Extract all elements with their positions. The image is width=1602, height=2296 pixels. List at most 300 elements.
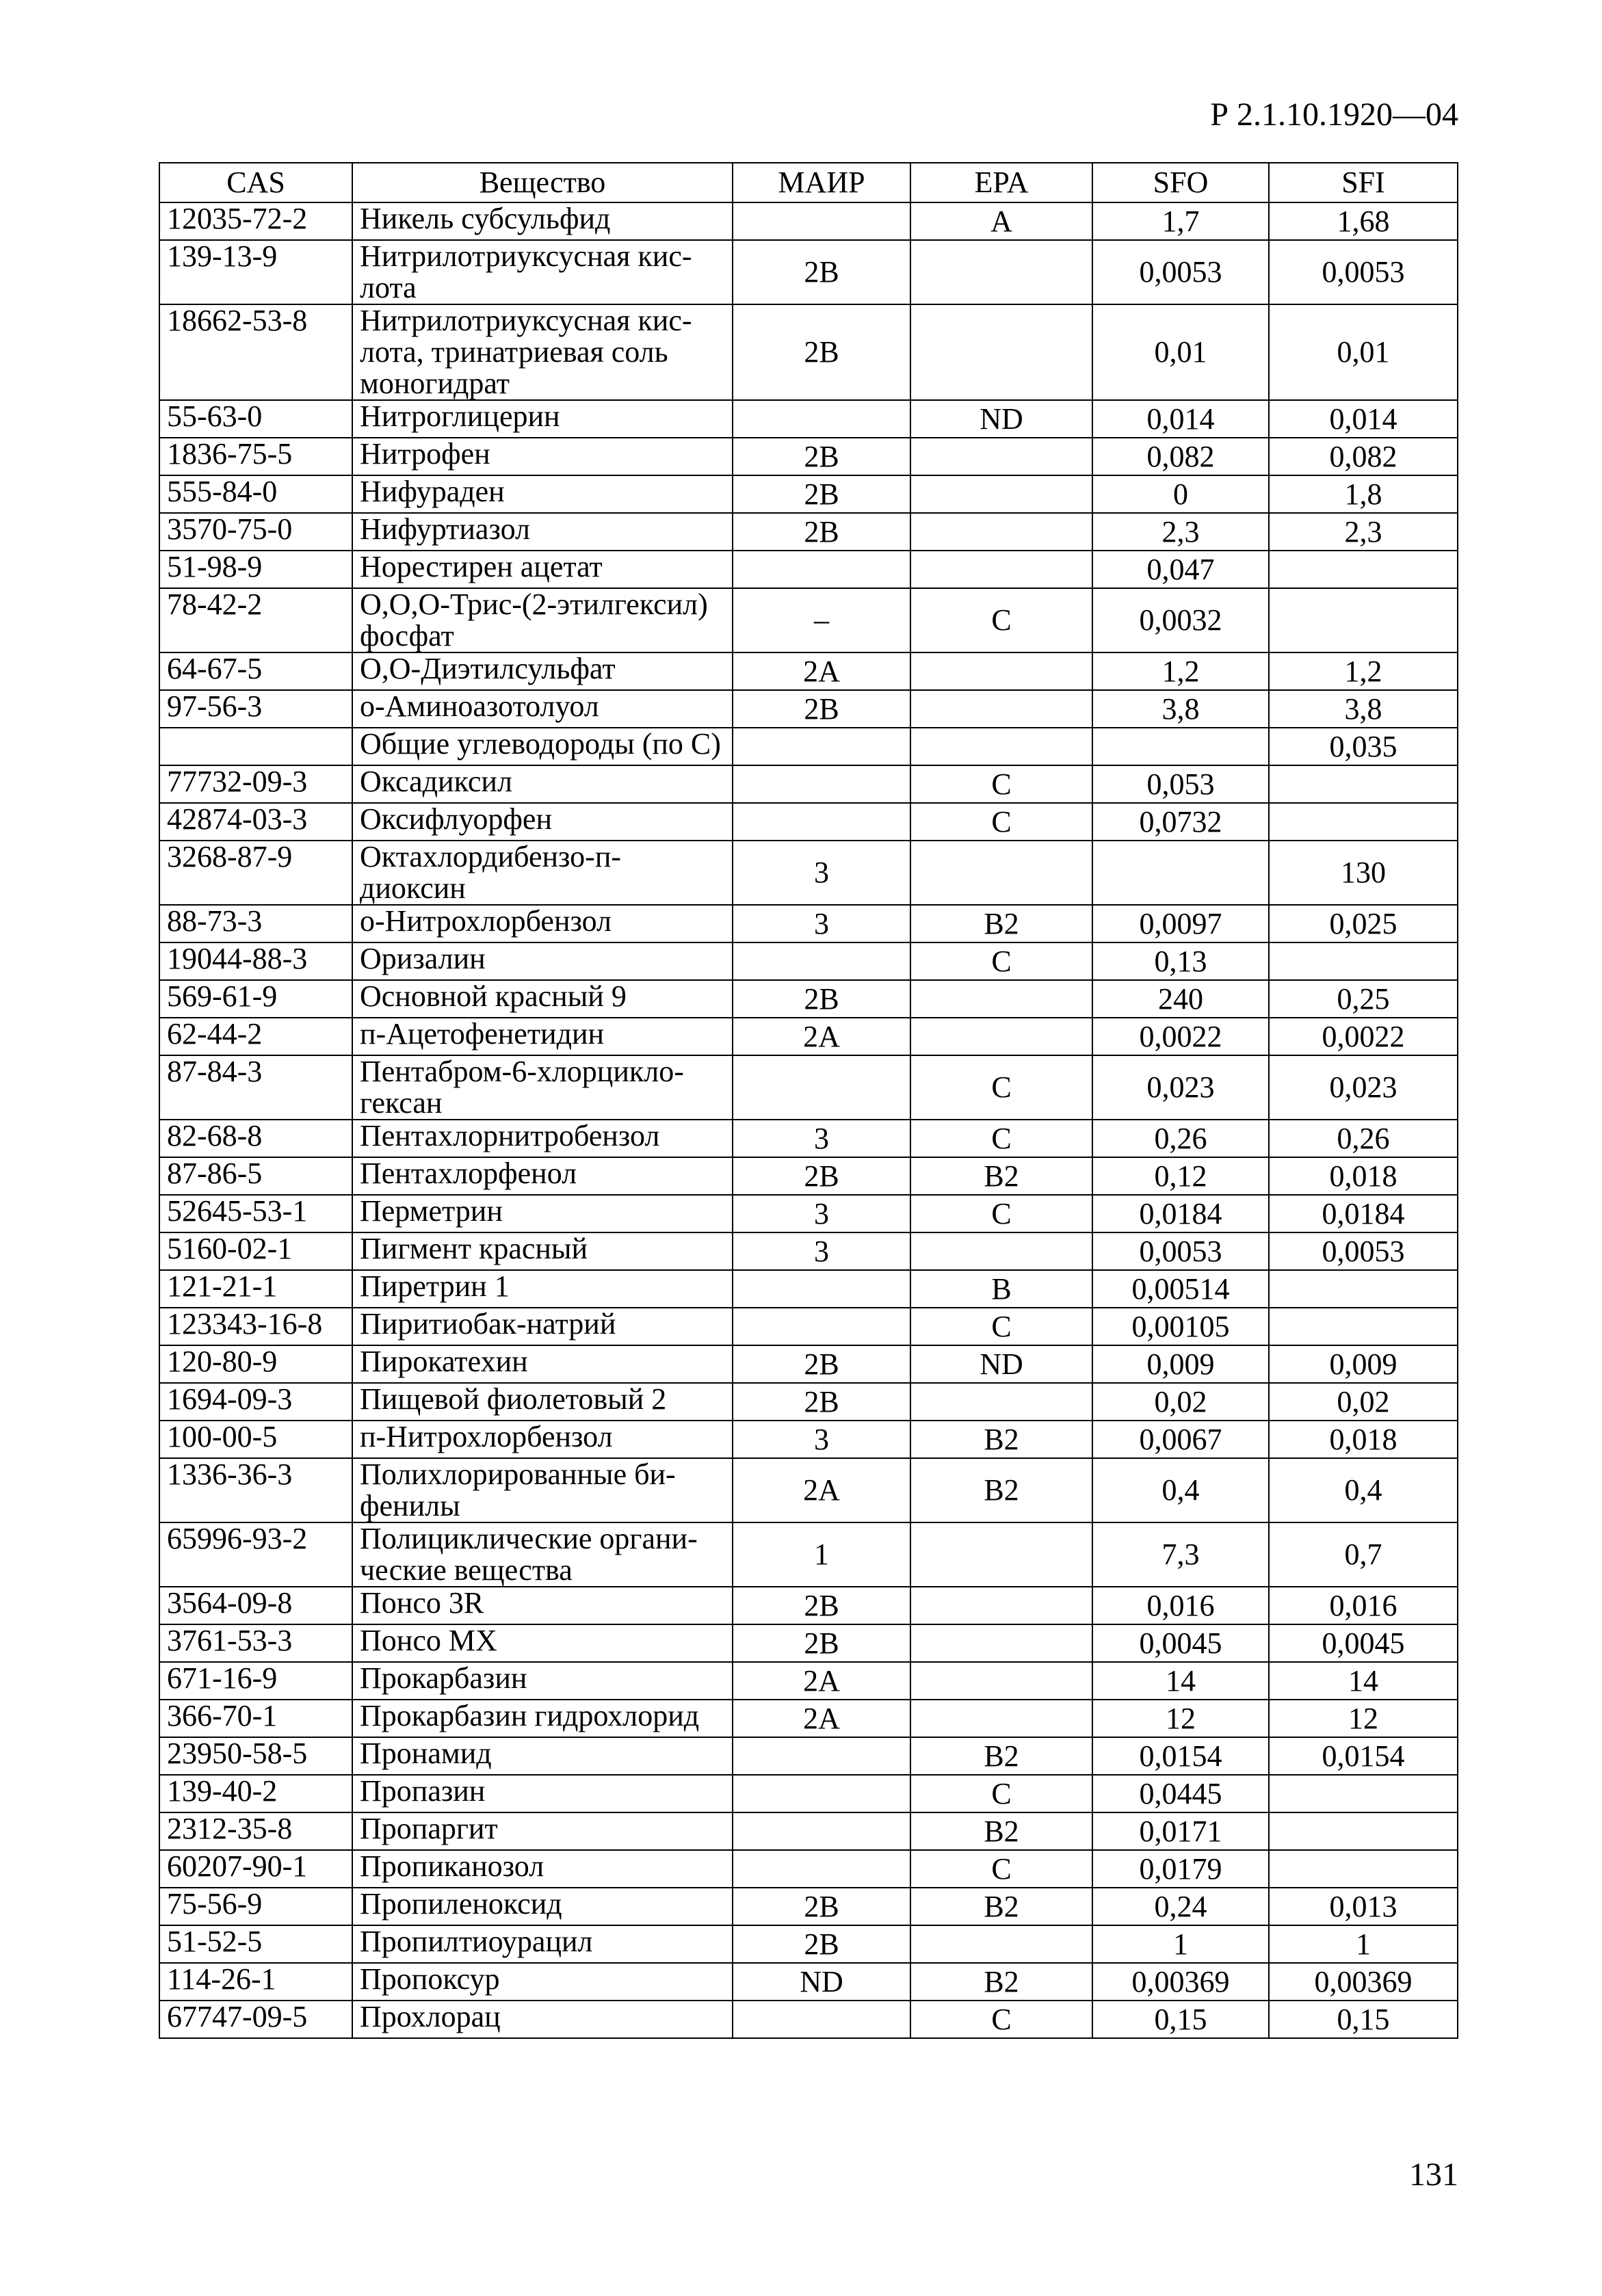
cell-cas: 87-84-3 [159,1055,352,1120]
cell-substance: Общие углеводороды (по С) [352,728,733,765]
cell-epa: C [910,1850,1092,1888]
cell-mair: 3 [733,1232,910,1270]
cell-substance: Полихлорированные би-фенилы [352,1458,733,1522]
cell-sfi: 0,018 [1269,1421,1458,1458]
table-row [159,1624,1458,1662]
table-row [159,1120,1458,1157]
cell-sfo: 0,13 [1092,942,1269,980]
cell-sfi: 0,0154 [1269,1737,1458,1775]
cell-sfi [1269,1270,1458,1308]
table-row [159,551,1458,588]
cell-mair: 2A [733,652,910,690]
cell-epa [910,1018,1092,1055]
cell-sfi [1269,942,1458,980]
table-row [159,1850,1458,1888]
cell-cas: 3761-53-3 [159,1624,352,1662]
table-row [159,438,1458,475]
table-row [159,905,1458,942]
cell-cas: 121-21-1 [159,1270,352,1308]
cell-epa [910,1624,1092,1662]
table-row [159,588,1458,652]
document-code: Р 2.1.10.1920—04 [1210,96,1458,133]
cell-sfi: 130 [1269,841,1458,905]
table-row [159,1345,1458,1383]
cell-sfo: 0,0053 [1092,240,1269,304]
cell-cas: 64-67-5 [159,652,352,690]
cell-sfo [1092,728,1269,765]
cell-substance: Пропаргит [352,1812,733,1850]
cell-cas: 19044-88-3 [159,942,352,980]
cell-mair: 2B [733,475,910,513]
table-row [159,240,1458,304]
cell-mair: 2B [733,1587,910,1624]
cell-cas: 87-86-5 [159,1157,352,1195]
cell-substance: O,O,O-Трис-(2-этилгексил) фосфат [352,588,733,652]
cell-sfo: 0,023 [1092,1055,1269,1120]
cell-epa: B2 [910,1458,1092,1522]
cell-sfi [1269,765,1458,803]
cell-mair [733,1308,910,1345]
cell-substance: Пиретрин 1 [352,1270,733,1308]
cell-mair [733,202,910,240]
cell-substance: Нифураден [352,475,733,513]
table-row [159,765,1458,803]
table-row [159,304,1458,400]
table-row [159,475,1458,513]
cell-mair: 2B [733,1624,910,1662]
cell-sfi [1269,551,1458,588]
cell-epa: ND [910,1345,1092,1383]
table-header-row [159,163,1458,202]
table-row [159,1232,1458,1270]
cell-sfi: 0,009 [1269,1345,1458,1383]
cell-sfi: 0,023 [1269,1055,1458,1120]
table-row [159,942,1458,980]
cell-epa: B2 [910,1421,1092,1458]
cell-epa [910,513,1092,551]
cell-substance: Оксадиксил [352,765,733,803]
cell-mair: 2B [733,1383,910,1421]
cell-cas: 366-70-1 [159,1700,352,1737]
cell-mair [733,2001,910,2038]
cell-substance: Понсо 3R [352,1587,733,1624]
cell-cas: 3570-75-0 [159,513,352,551]
cell-epa [910,475,1092,513]
cell-substance: Пиритиобак-натрий [352,1308,733,1345]
cell-sfo: 0,01 [1092,304,1269,400]
cell-mair [733,1775,910,1812]
cell-epa [910,1587,1092,1624]
cell-sfo: 3,8 [1092,690,1269,728]
cell-epa [910,1662,1092,1700]
cell-cas: 78-42-2 [159,588,352,652]
cell-epa: C [910,2001,1092,2038]
cell-sfo: 0,00369 [1092,1963,1269,2001]
cell-cas: 555-84-0 [159,475,352,513]
cell-sfo: 0,009 [1092,1345,1269,1383]
table-row [159,652,1458,690]
cell-substance: Пентахлорфенол [352,1157,733,1195]
cell-epa [910,980,1092,1018]
table-row [159,1963,1458,2001]
table-row [159,513,1458,551]
table-row [159,1925,1458,1963]
cell-mair: 2B [733,1345,910,1383]
cell-epa [910,438,1092,475]
cell-epa [910,240,1092,304]
cell-sfo: 12 [1092,1700,1269,1737]
cell-substance: Оризалин [352,942,733,980]
cell-sfo: 1 [1092,1925,1269,1963]
cell-mair: 2B [733,1925,910,1963]
cell-substance: Прокарбазин гидрохлорид [352,1700,733,1737]
table-row [159,841,1458,905]
cell-sfi: 0,02 [1269,1383,1458,1421]
cell-substance: Перметрин [352,1195,733,1232]
cell-sfo: 14 [1092,1662,1269,1700]
cell-substance: Полициклические органи-ческие вещества [352,1522,733,1587]
cell-substance: о-Аминоазотолуол [352,690,733,728]
cell-epa: C [910,765,1092,803]
cell-substance: Пигмент красный [352,1232,733,1270]
cell-sfo: 0,24 [1092,1888,1269,1925]
cell-epa: C [910,1055,1092,1120]
cell-sfo: 2,3 [1092,513,1269,551]
table-row [159,1421,1458,1458]
cell-substance: п-Ацетофенетидин [352,1018,733,1055]
column-header-substance: Вещество [352,163,733,202]
cell-mair [733,803,910,841]
cell-sfo: 0,0445 [1092,1775,1269,1812]
cell-sfi: 0,082 [1269,438,1458,475]
cell-substance: Октахлордибензо-п-диоксин [352,841,733,905]
cell-sfi: 1,68 [1269,202,1458,240]
cell-cas: 139-40-2 [159,1775,352,1812]
table-row [159,1308,1458,1345]
cell-sfo: 0,016 [1092,1587,1269,1624]
cell-cas: 1694-09-3 [159,1383,352,1421]
cell-epa: B2 [910,1888,1092,1925]
cell-cas: 52645-53-1 [159,1195,352,1232]
cell-epa [910,1383,1092,1421]
column-header-sfi: SFI [1269,163,1458,202]
cell-sfi: 0,01 [1269,304,1458,400]
cell-sfo: 0,0067 [1092,1421,1269,1458]
cell-substance: Прокарбазин [352,1662,733,1700]
cell-mair: 2B [733,1888,910,1925]
cell-epa: C [910,1308,1092,1345]
cell-cas: 60207-90-1 [159,1850,352,1888]
cell-sfi [1269,1850,1458,1888]
cell-substance: Пронамид [352,1737,733,1775]
cell-sfi: 1,8 [1269,475,1458,513]
cell-mair [733,1737,910,1775]
cell-sfi: 0,00369 [1269,1963,1458,2001]
cell-mair [733,765,910,803]
cell-sfo: 0,15 [1092,2001,1269,2038]
cell-cas: 2312-35-8 [159,1812,352,1850]
cell-cas [159,728,352,765]
cell-sfo: 0,0032 [1092,588,1269,652]
cell-mair: 3 [733,841,910,905]
cell-cas: 671-16-9 [159,1662,352,1700]
cell-cas: 18662-53-8 [159,304,352,400]
cell-mair: 2B [733,513,910,551]
cell-substance: Основной красный 9 [352,980,733,1018]
cell-sfi: 0,013 [1269,1888,1458,1925]
cell-substance: O,O-Диэтилсульфат [352,652,733,690]
cell-sfi: 0,014 [1269,400,1458,438]
cell-sfi: 0,0184 [1269,1195,1458,1232]
cell-sfi [1269,588,1458,652]
cell-mair: 3 [733,905,910,942]
cell-sfi: 12 [1269,1700,1458,1737]
cell-epa: B2 [910,1737,1092,1775]
cell-mair [733,1850,910,1888]
cell-substance: Нитроглицерин [352,400,733,438]
cell-sfo: 240 [1092,980,1269,1018]
cell-cas: 51-52-5 [159,1925,352,1963]
cell-mair: 2B [733,438,910,475]
column-header-epa: EPA [910,163,1092,202]
table-row [159,1587,1458,1624]
cell-sfo: 0,0045 [1092,1624,1269,1662]
cell-sfo: 7,3 [1092,1522,1269,1587]
cell-mair: 3 [733,1120,910,1157]
cell-sfi: 2,3 [1269,513,1458,551]
cell-sfo: 0,082 [1092,438,1269,475]
table-row [159,980,1458,1018]
cell-substance: Пропиканозол [352,1850,733,1888]
cell-sfi: 0,25 [1269,980,1458,1018]
cell-epa: B2 [910,1963,1092,2001]
cell-cas: 55-63-0 [159,400,352,438]
table-row [159,400,1458,438]
cell-substance: Никель субсульфид [352,202,733,240]
cell-substance: Пентабром-6-хлорцикло-гексан [352,1055,733,1120]
cell-cas: 42874-03-3 [159,803,352,841]
cell-epa [910,551,1092,588]
cell-substance: Пропиленоксид [352,1888,733,1925]
cell-epa: C [910,588,1092,652]
cell-sfo: 0,053 [1092,765,1269,803]
cell-substance: Пирокатехин [352,1345,733,1383]
cell-sfi: 0,0053 [1269,1232,1458,1270]
cell-mair: 3 [733,1421,910,1458]
cell-cas: 569-61-9 [159,980,352,1018]
cell-sfo: 0,0154 [1092,1737,1269,1775]
cell-substance: Пропазин [352,1775,733,1812]
cell-cas: 65996-93-2 [159,1522,352,1587]
cell-substance: Оксифлуорфен [352,803,733,841]
cell-epa: ND [910,400,1092,438]
cell-epa: B [910,1270,1092,1308]
cell-substance: о-Нитрохлорбензол [352,905,733,942]
cell-cas: 1836-75-5 [159,438,352,475]
cell-sfo: 0,0179 [1092,1850,1269,1888]
cell-sfi: 0,016 [1269,1587,1458,1624]
cell-epa: C [910,942,1092,980]
table-row [159,202,1458,240]
cell-epa [910,841,1092,905]
cell-sfi: 0,0045 [1269,1624,1458,1662]
cell-substance: п-Нитрохлорбензол [352,1421,733,1458]
cell-cas: 139-13-9 [159,240,352,304]
table-row [159,1458,1458,1522]
cell-mair [733,728,910,765]
cell-sfo: 0,00514 [1092,1270,1269,1308]
cell-cas: 120-80-9 [159,1345,352,1383]
cell-sfi [1269,1308,1458,1345]
table-row [159,1812,1458,1850]
cell-epa: A [910,202,1092,240]
cell-substance: Нифуртиазол [352,513,733,551]
cell-mair [733,1055,910,1120]
cell-sfo: 0,014 [1092,400,1269,438]
cell-cas: 23950-58-5 [159,1737,352,1775]
cell-epa: C [910,1120,1092,1157]
table-row [159,1018,1458,1055]
cell-mair: ND [733,1963,910,2001]
table-row [159,690,1458,728]
cell-substance: Пентахлорнитробензол [352,1120,733,1157]
cell-mair: – [733,588,910,652]
cell-sfo: 0 [1092,475,1269,513]
cell-mair: 3 [733,1195,910,1232]
cell-mair: 2A [733,1018,910,1055]
cell-mair [733,1812,910,1850]
cell-substance: Пищевой фиолетовый 2 [352,1383,733,1421]
cell-cas: 88-73-3 [159,905,352,942]
cell-sfi: 1,2 [1269,652,1458,690]
cell-epa [910,304,1092,400]
cell-epa [910,1925,1092,1963]
cell-sfi: 0,7 [1269,1522,1458,1587]
cell-sfo [1092,841,1269,905]
cell-sfi: 0,018 [1269,1157,1458,1195]
cell-mair [733,942,910,980]
table-row [159,1270,1458,1308]
cell-sfi: 0,035 [1269,728,1458,765]
cell-substance: Прохлорац [352,2001,733,2038]
cell-mair: 2B [733,690,910,728]
cell-mair: 2B [733,304,910,400]
cell-epa: B2 [910,1157,1092,1195]
cell-sfo: 1,2 [1092,652,1269,690]
column-header-cas: CAS [159,163,352,202]
cell-substance: Нитрофен [352,438,733,475]
cell-cas: 51-98-9 [159,551,352,588]
cell-mair [733,1270,910,1308]
cell-epa [910,1700,1092,1737]
table-row [159,2001,1458,2038]
cell-cas: 82-68-8 [159,1120,352,1157]
cell-sfo: 0,0732 [1092,803,1269,841]
cell-mair: 2A [733,1458,910,1522]
cell-sfo: 0,26 [1092,1120,1269,1157]
cell-sfo: 0,0022 [1092,1018,1269,1055]
cell-sfo: 0,047 [1092,551,1269,588]
cell-cas: 3564-09-8 [159,1587,352,1624]
cell-epa: C [910,1195,1092,1232]
cell-mair: 2A [733,1700,910,1737]
cell-sfo: 1,7 [1092,202,1269,240]
page-number: 131 [1409,2156,1458,2193]
cell-epa [910,1232,1092,1270]
table-body [159,202,1458,2038]
cell-substance: Нитрилотриуксусная кис-лота [352,240,733,304]
table-row [159,1157,1458,1195]
cell-cas: 12035-72-2 [159,202,352,240]
cell-cas: 100-00-5 [159,1421,352,1458]
cell-sfo: 0,12 [1092,1157,1269,1195]
cell-epa [910,728,1092,765]
cell-mair [733,400,910,438]
cell-cas: 77732-09-3 [159,765,352,803]
cell-cas: 97-56-3 [159,690,352,728]
cell-sfi: 0,0022 [1269,1018,1458,1055]
cell-sfo: 0,00105 [1092,1308,1269,1345]
table-row [159,1522,1458,1587]
table-row [159,1055,1458,1120]
cell-sfo: 0,02 [1092,1383,1269,1421]
carcinogen-slope-factor-table [159,162,1458,2039]
cell-mair [733,551,910,588]
cell-sfo: 0,0053 [1092,1232,1269,1270]
cell-substance: Норестирен ацетат [352,551,733,588]
cell-sfo: 0,0184 [1092,1195,1269,1232]
cell-epa: B2 [910,905,1092,942]
table-row [159,1700,1458,1737]
cell-epa [910,1522,1092,1587]
cell-sfi: 1 [1269,1925,1458,1963]
cell-cas: 5160-02-1 [159,1232,352,1270]
cell-cas: 3268-87-9 [159,841,352,905]
cell-substance: Нитрилотриуксусная кис-лота, тринатриевая соль моногидрат [352,304,733,400]
table-row [159,1195,1458,1232]
cell-substance: Пропоксур [352,1963,733,2001]
table-row [159,1737,1458,1775]
cell-cas: 62-44-2 [159,1018,352,1055]
cell-substance: Понсо МХ [352,1624,733,1662]
cell-sfo: 0,4 [1092,1458,1269,1522]
cell-mair: 1 [733,1522,910,1587]
cell-sfi [1269,1812,1458,1850]
cell-sfo: 0,0171 [1092,1812,1269,1850]
cell-cas: 67747-09-5 [159,2001,352,2038]
column-header-sfo: SFO [1092,163,1269,202]
cell-cas: 123343-16-8 [159,1308,352,1345]
table-row [159,1662,1458,1700]
cell-cas: 114-26-1 [159,1963,352,2001]
cell-sfi: 0,26 [1269,1120,1458,1157]
cell-epa: C [910,1775,1092,1812]
cell-sfo: 0,0097 [1092,905,1269,942]
cell-epa: B2 [910,1812,1092,1850]
cell-sfi: 0,15 [1269,2001,1458,2038]
cell-mair: 2B [733,980,910,1018]
table-row [159,803,1458,841]
cell-sfi [1269,1775,1458,1812]
table-row [159,1775,1458,1812]
cell-sfi: 0,4 [1269,1458,1458,1522]
cell-epa [910,652,1092,690]
cell-sfi: 0,025 [1269,905,1458,942]
cell-mair: 2B [733,240,910,304]
cell-mair: 2A [733,1662,910,1700]
cell-sfi [1269,803,1458,841]
cell-cas: 75-56-9 [159,1888,352,1925]
